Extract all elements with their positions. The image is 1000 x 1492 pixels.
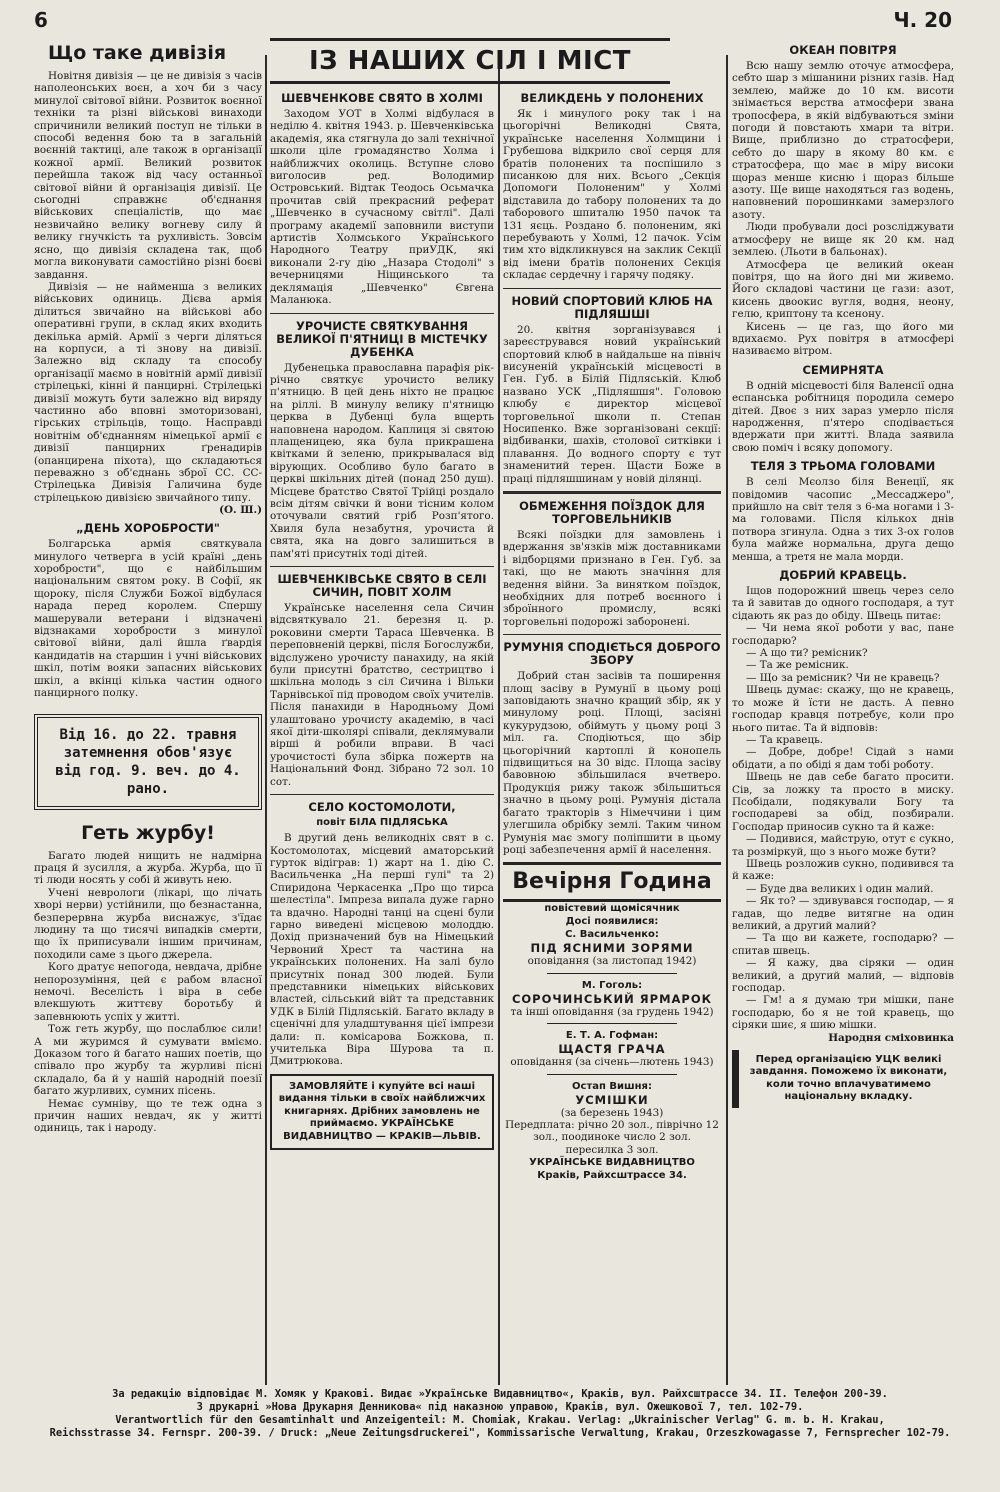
divider <box>503 634 721 635</box>
article-title-kostomoloty: СЕЛО КОСТОМОЛОТИ, <box>308 800 456 815</box>
ad-price: Передплата: річно 20 зол., піврічно 12 зол., поодиноке число 2 зол. пересилка 3 зол. <box>505 1118 719 1156</box>
column-3 <box>503 86 721 1182</box>
ad-book-title: УСМІШКИ <box>575 1092 649 1107</box>
article-paragraph: Учені неврологи (лікарі, що лічать хворі нерви) устійнили, що безнастанна, безперервна журба виснажує, з'їдає людину та що тисячі випадків смерти, що їх приписували іншим причинам, походили саме з цього джерела. <box>34 886 262 961</box>
article-title-tailor: ДОБРИЙ КРАВЕЦЬ. <box>779 568 907 583</box>
article-paragraph: Кисень — це газ, що його ми вдихаємо. Рух повітря в атмосфері називаємо вітром. <box>732 320 954 358</box>
article-paragraph: Новітня дивізія — це не дивізія з часів наполеонських воєн, а хоч би з часу минулої світової війни. Розвиток воєнної техніки та різні військові винаходи спричинили великий поступ не тільки в способі ведення бою та в загальній воєнній тактиці, але також в організації кожної армії. Великий розвиток перейшла також від часу останньої світової війни й організація дивізії. Це сьогодні справжнє об'єднання військових спеціалістів, що має незвичайно велику вогневу силу й велику гнучкість та рухливість. Зовсім ясно, що дивізія складена так, щоб могла виконувати самостійно різні боєві завдання. <box>34 70 262 281</box>
article-title-trade: ОБМЕЖЕННЯ ПОЇЗДОК ДЛЯ ТОРГОВЕЛЬНИКІВ <box>519 498 705 526</box>
ad-publisher: УКРАЇНСЬКЕ ВИДАВНИЦТВО <box>529 1157 695 1169</box>
article-signature: (О. Ш.) <box>219 504 262 517</box>
notice-line: Від 16. до 22. травня <box>59 726 237 743</box>
article-paragraph: Як і минулого року так і на цьогорічні Великодні Свята, українське населення Холмщини і Грубешова відкрило свої серця для братів полонених та поспішило з писанкою для них. Всього „Секція Допомоги Полоненим" у Холмі відставила до табору полонених та до таборового шпиталю 1950 пачок та 131 яєць. Роздано б. полоненим, які перебувають у Холмі, 12 пачок. Усім тим хто відкликнувся на заклик Секції від імени братів полонених Секція складає сердечну і гарячу подяку. <box>503 108 721 282</box>
article-paragraph: Дивізія — не найменша з великих військових одиниць. Дієва армія ділиться звичайно на військові або оперативні групи, в склад яких входить декілька армій. Армії з черги діляться на корпуси, а ті знову на дивізії. Залежно від складу та способу організації маємо в новітній армії дивізії стрілецькі, кінні й панцирні. Стрілецькі дивізії можуть бути залежно від виряду частинно або вповні змоторизовані, гірських стрільців, тощо. Насправді новітнім об'єднанням німецької армії є дивізії панцирних ґренадирів (опанцирена піхота), що складаються переважно з об'єднань зброї СС. СС-Стрілецька Дивізія Галичина буде стрілецькою дивізією звичайного типу. <box>34 280 262 504</box>
ad-book-title: СОРОЧИНСЬКИЙ ЯРМАРОК <box>511 991 713 1006</box>
article-paragraph: — Та же ремісник. <box>746 659 849 672</box>
ad-book-desc: та інші оповідання (за грудень 1942) <box>510 1005 714 1018</box>
article-paragraph: — Гм! а я думаю три мішки, пане господарю, бо я не той кравець, що сіряки шиє, я шию мішки. <box>732 994 954 1032</box>
footer-line: Verantwortlich für den Gesamtinhalt und Anzeigenteil: M. Chomiak, Krakau. Verlag: „Ukrainischer Verlag" G. m. b. H. Krakau, <box>115 1414 885 1426</box>
article-title-seven: СЕМИРНЯТА <box>802 362 884 377</box>
article-subtitle: повіт БІЛА ПІДЛЯСЬКА <box>316 817 448 829</box>
page-number-left: 6 <box>34 8 48 32</box>
column-divider <box>498 55 500 1385</box>
divider <box>270 794 494 795</box>
article-paragraph: Кого дратує непогода, невдача, дрібне непорозуміння, цей є рабом власної немочі. Веселість і віра в себе влекшують життєву боротьбу й запевнюють успіх у житті. <box>34 961 262 1023</box>
article-paragraph: — Та що ви кажете, господарю? — спитав швець. <box>732 932 954 957</box>
article-title-ocean: ОКЕАН ПОВІТРЯ <box>789 43 897 57</box>
article-source: Народня сміховинка <box>828 1031 954 1044</box>
footer-line: Reichsstrasse 34. Fernspr. 200-39. / Druck: „Neue Zeitungsdruckerei", Kommissarische Verwaltung, Krakau, Orzeszkowagasse 7, Fernsprecher 102-79. <box>49 1427 951 1439</box>
article-paragraph: — Подивися, майструю, отут є сукно, та розміркуй, що з нього може бути? <box>732 833 954 858</box>
ad-author: Остап Вишня: <box>572 1080 652 1092</box>
article-paragraph: Заходом УОТ в Холмі відбулася в неділю 4. квітня 1943. р. Шевченківська академія, яка стягнула до залі технічної школи ціле громадянство Холма і найближчих околиць. Вступне слово виголосив ред. Володимир Островський. Відтак Теодось Осьмачка прочитав свій прекрасний реферат „Шевченко в сучасному світлі". Далі програму академії заповнили виступи артистів Холмського Українського Народного Театру приУДК, які виконали 2-гу дію „Назара Стодолі" з вечерницями Ніщинського та деклямація „Шевченко" Євгена Маланюка. <box>270 108 494 307</box>
article-title-polon: ВЕЛИКДЕНЬ У ПОЛОНЕНИХ <box>520 91 704 105</box>
article-paragraph: В селі Мєолзо біля Венеції, як повідомив часопис „Мессаджеро", прийшло на світ теля з 6-ма ногами і 3-ма головами. Після кількох днів потвора згинула. Одна з тих 3-ох голов була майже нормальна, друга дещо менша, а третя не мала морди. <box>732 476 954 563</box>
article-paragraph: — Я кажу, два сіряки — один великий, а другий малий, — відповів господар. <box>732 957 954 995</box>
divider <box>547 973 678 974</box>
ad-book-desc: оповідання (за січень—лютень 1943) <box>510 1056 714 1069</box>
article-paragraph: — Та кравець. <box>746 733 824 746</box>
article-paragraph: Немає сумніву, що те теж одна з причин наших невдач, як у житті одиниць, так і народу. <box>34 1097 262 1135</box>
article-paragraph: — Як то? — здивувався господар, — я гадав, що ледве витягне на один великий, а другий малий? <box>732 895 954 932</box>
article-paragraph: Тож геть журбу, що послаблює сили! А ми журимся й сумувати вміємо. Доказом того й багато наших поетів, що співало про журбу та журливі пісні складало, ба й у нашій народній поезії багато журливих, сумних пісень. <box>34 1023 262 1098</box>
footer-line: З друкарні »Нова Друкарня Денникова« під наказною управою, Краків, вул. Ожешкової 7, тел. 102-79. <box>196 1401 804 1413</box>
ad-author: М. Гоголь: <box>581 979 643 991</box>
masthead-title: ІЗ НАШИХ СІЛ І МІСТ <box>308 46 632 76</box>
article-paragraph: Атмосфера це великий океан повітря, що на його дні ми живемо. Його складові частини це гази: азот, кисень двоокис вугля, водня, неону, гелю, криптону та ксенону. <box>732 258 954 321</box>
ad-book-desc: (за березень 1943) <box>560 1106 664 1119</box>
article-paragraph: — Що за ремісник? Чи не кравець? <box>746 671 940 684</box>
blackout-notice <box>34 714 262 810</box>
article-title-sport: НОВИЙ СПОРТОВИЙ КЛЮБ НА ПІДЛЯШШІ <box>511 293 713 321</box>
divider <box>547 1074 678 1075</box>
column-divider <box>726 55 728 1385</box>
ad-address: Краків, Райхсштрассе 34. <box>537 1170 687 1182</box>
article-title-dubenka: УРОЧИСТЕ СВЯТКУВАННЯ ВЕЛИКОЇ П'ЯТНИЦІ В МІСТЕЧКУ ДУБЕНКА <box>276 318 488 359</box>
article-paragraph: — Буде два великих і один малий. <box>746 882 934 895</box>
divider <box>503 491 721 494</box>
ad-appeared: Досі появилися: <box>565 916 659 928</box>
column-1 <box>34 38 262 1135</box>
article-paragraph: — Чи нема якої роботи у вас, пане господарю? <box>732 622 954 647</box>
article-title-holm: ШЕВЧЕНКОВЕ СВЯТО В ХОЛМІ <box>281 91 483 105</box>
article-paragraph: Всю нашу землю оточує атмосфера, себто шар з мішанини різних газів. Над землею, майже до 10 км. висоти знімається верства атмосфери звана тропосфера, в якій відбуваються зміни погоди й повстають хмари та вітри. Вище, приблизно до стратосфери, себто до шару в якому 80 км. є стратосфера, що має в міру високи щораз менше кисню і щораз більше азоту. Ще вище находяться газ водень, наповнений порошинками замерзлого азоту. <box>732 60 954 221</box>
article-title-divisia: Що таке дивізія <box>48 42 227 64</box>
notice-line: від год. 9. веч. до 4. рано. <box>55 762 241 797</box>
article-paragraph: Багато людей нищить не надмірна праця й зусилля, а журба. Журба, що її ті люди носять у собі й живуть нею. <box>34 849 262 887</box>
divider <box>270 313 494 314</box>
order-books-box: ЗАМОВЛЯЙТЕ і купуйте всі наші видання тільки в своїх найближчих книгарнях. Дрібних замовлень не приймаємо. УКРАЇНСЬКЕ ВИДАВНИЦТВО — КРАКІВ—ЛЬВІВ. <box>270 1074 494 1151</box>
article-paragraph: Швець не дав себе багато просити. Сів, за ложку та просто в миску. Псобідали, подякували Богу та господареві за обід, позбирали. Господар приносив сукно та й каже: <box>732 771 954 833</box>
article-paragraph: — А що ти? ремісник? <box>746 647 868 660</box>
article-paragraph: Іщов подорожний швець через село та й завитав до одного господаря, а тут сідають як раз до обіду. Швець питає: <box>732 585 954 622</box>
section-masthead <box>270 38 670 84</box>
ad-author: С. Васильченко: <box>565 929 659 941</box>
article-paragraph: В одній місцевості біля Валенсії одна еспанська робітниця породила семеро дітей. Двоє з них зараз умерло після народження, п'ятеро сподівається вдержати при житті. Влада заявила свою поміч і всяку допомогу. <box>732 379 954 454</box>
article-paragraph: — Добре, добре! Сідай з нами обідати, а по обіді я дам тобі роботу. <box>732 746 954 771</box>
ad-book-title: ЩАСТЯ ГРАЧА <box>558 1042 666 1057</box>
article-paragraph: Швець розложив сукно, подивився та й каже: <box>732 857 954 883</box>
column-4 <box>732 38 954 1108</box>
article-title-romania: РУМУНІЯ СПОДІЄТЬСЯ ДОБРОГО ЗБОРУ <box>503 640 721 668</box>
article-title-sychyn: ШЕВЧЕНКІВСЬКЕ СВЯТО В СЕЛІ СИЧИН, ПОВІТ ХОЛМ <box>277 572 487 599</box>
column-divider <box>265 55 267 1385</box>
page-number-right: Ч. 20 <box>893 8 952 32</box>
article-title-calf: ТЕЛЯ З ТРЬОМА ГОЛОВАМИ <box>750 459 936 474</box>
article-paragraph: Болгарська армія святкувала минулого четверга в усій країні „день хоробрости", що є найбільшим національним святом року. В Софії, як щороку, після Служби Божої відбулася нарада перед королем. Спершу машерували ветерани і відзначені відзнаками хоробрости з минулої світової війни, далі йшла ґвардія кандидатів на старшин і учні військових шкіл, потім вояки запасних військових шкіл, а вкінці кілька частин одного панцирного полку. <box>34 538 262 700</box>
article-paragraph: 20. квітня зорганізувався і зареєструвався новий український спортовий клюб в найдальше на північ висуненій українській місцевості в Ген. Губ. в Білій Підляській. Клюб названо УСК „Підляшшя". Головою клюбу є директор місцевої торговельної школи п. Степан Носипенко. Вже зорганізовані секції: відбиванки, шахів, столової ситківки і плавання. До водного спорту є тут знаменитий терен. Щасти Боже в праці підляшшинам у новій ділянці. <box>503 323 721 485</box>
national-contribution-box: Перед організацією УЦК великі завдання. Поможемо їх виконати, коли точно вплачуватимемо національну вкладку. <box>732 1050 954 1108</box>
article-paragraph: Швець думає: скажу, що не кравець, то може й їсти не дасть. А певно господар кравця потребує, коли про нього питає. Та й відповів: <box>732 684 954 734</box>
article-paragraph: Українське населення села Сичин відсвяткувало 21. березня ц. р. роковини смерти Тараса Шевченка. В переповненій церкві, після Богослужби, відслужено урочисту панахиду, на якій були присутні братство, сестрицтво і шкільна молодь з сіл Сичина і Вільки Тарнівської під проводом своїх учителів. Після панахиди в Народньому Домі улаштовано урочисту академію, в часі якої діти-школярі співали, деклямували вірші й робили вправи. В часі урочистості була збірка пожертв на Національний Фонд. Зібрано 72 зол. 10 сот. <box>270 602 494 788</box>
ad-book-title: ПІД ЯСНИМИ ЗОРЯМИ <box>530 941 694 956</box>
article-paragraph: Добрий стан засівів та поширення площ засіву в Румунії в цьому році заповідають значно кращий збір, як у минулому році. Площі, засіяні кукурудзою, обіймуть у цьому році 3 міл. га. Сподіються, що збір цьогорічний картоплі й конопель підвищиться на 30 відс. Площа засіву бавовною збільшилася вчетверо. Продукція рижу також збільшиться значно в цьому році. Румунія дістала багато тракторів з Німеччини і цим улегшила обрібку землі. Таким чином Румунія має змогу поліпшити в цьому році забезпечення армії й населення. <box>503 670 721 856</box>
ad-title: Вечірня Година <box>503 862 721 902</box>
article-paragraph: Люди пробували досі розсліджувати атмосферу не вище як 20 км. над землею. (Льоти в бальонах). <box>732 221 954 259</box>
article-title-khorobrosti: „ДЕНЬ ХОРОБРОСТИ" <box>76 521 220 536</box>
ad-book-desc: оповідання (за листопад 1942) <box>527 955 697 968</box>
article-paragraph: В другий день великодніх свят в с. Костомолотах, місцевий аматорський гурток відіграв: 1) жарт на 1. дію С. Васильченка „На перші гулі" та 2) Спиридона Черкасенка „Про що тирса шелестіла". Імпреза випала дуже гарно та вдачно. Народні танці на сцені були гарно виведені місцевою молоддю. Дохід призначений був на Німецький Червоний Хрест та частина на українських полонених. На залі було присутніх понад 300 людей. Були представники німецьких військових властей, сільський війт та представник УДК в Білій Підляській. Багато вкладу в сценічні для уладштування цієї імпрези дали: п. комісарова Божкова, п. учителька Віра Шурова та п. Дмитрюкова. <box>270 832 494 1068</box>
imprint-footer <box>40 1388 960 1440</box>
vechirnia-hodyna-ad <box>503 862 721 1182</box>
ad-subtitle: повістевий щомісячник <box>544 903 680 915</box>
notice-line: затемнення обов'язує <box>63 744 233 761</box>
article-title-zhurba: Геть журбу! <box>81 821 215 844</box>
divider <box>503 288 721 289</box>
article-paragraph: Всякі поїздки для замовлень і вдержання зв'язків між доставниками і відборцями признано в Ген. Губ. за такі, що не мають значіння для ведення війни. За винятком поїздок, необхідних для потреб воєнного і зброїнного промислу, всякі торговельні подорожі заборонені. <box>503 528 721 628</box>
footer-line: За редакцію відповідає М. Хомяк у Кракові. Видає »Українське Видавництво«, Краків, вул. Райхсштрассе 34. II. Телефон 200-39. <box>112 1388 888 1400</box>
ad-author: Е. Т. А. Гофман: <box>565 1030 659 1042</box>
divider <box>547 1023 678 1024</box>
article-paragraph: Дубенецька православна парафія рік-річно святкує урочисто велику п'ятницю. В цей день ніхто не працює на ріллі. В минулу велику п'ятницю церква в Дубенці була вщерть наповнена народом. Каплиця зі святою плащеницею, яка була прикрашена квітками й зеленю, прикрывалася від вірующих. Особливо було багато в церкві шкільних дітей (понад 250 душ). Місцеве братство Святої Трійці роздало всім дітям свічки й вони тісним колом оточували святий гріб Розп'ятого. Хвиля була незабутня, урочиста й свята, яка на довго залишиться в пам'яті присутніх тоді дітей. <box>270 361 494 560</box>
divider <box>270 566 494 567</box>
